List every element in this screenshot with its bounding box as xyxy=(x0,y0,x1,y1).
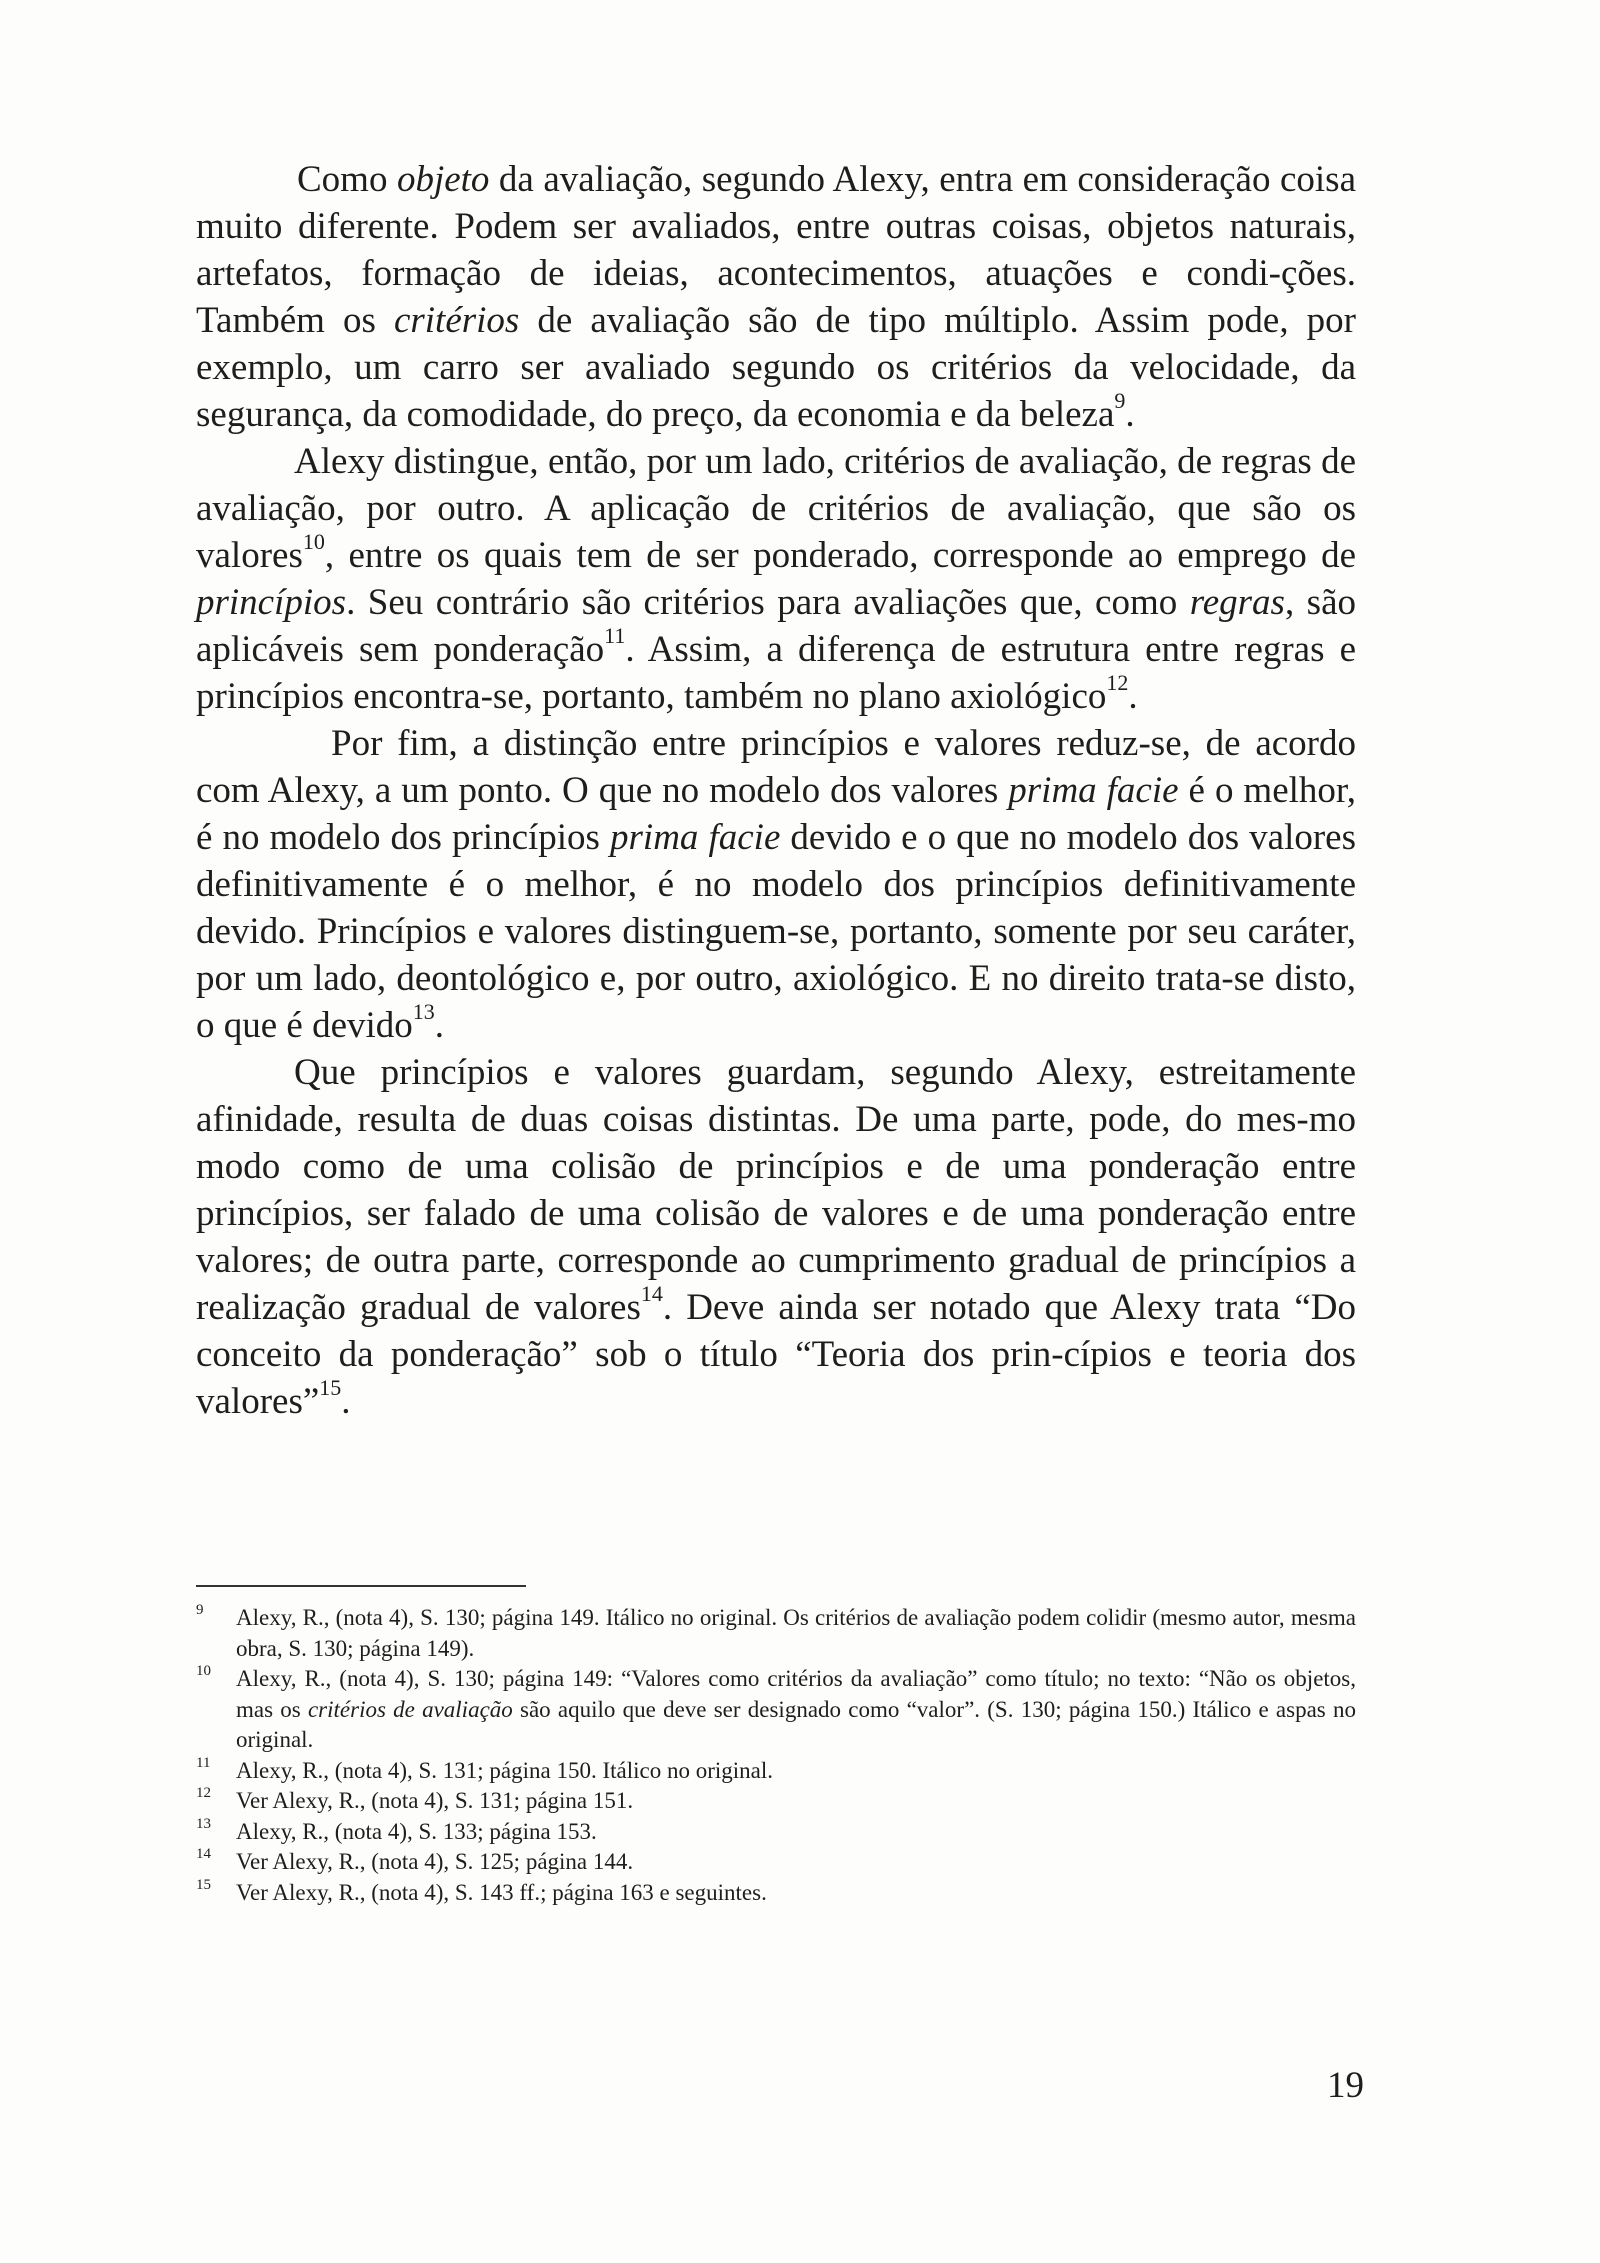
text-run: Alexy, R., (nota 4), S. 130; página 149: “Valores como critérios da avaliação” como título; no texto: “Não os objetos, mas os xyxy=(236,1666,1356,1722)
page-number: 19 xyxy=(1327,2065,1364,2106)
text-run: são aquilo que deve ser designado como “valor”. (S. 130; página 150.) Itálico e aspas no original. xyxy=(236,1696,1356,1752)
footnote xyxy=(196,1817,1356,1848)
text-run: de avaliação são de tipo múltiplo. Assim pode, por exemplo, um carro ser avaliado segundo os critérios da velocidade, da segurança, da comodidade, do preço, da economia e da beleza xyxy=(196,300,1356,435)
footnote-reference: 13 xyxy=(412,998,435,1024)
text-run: Que princípios e valores guardam, segundo Alexy, estreitamente afinidade, resulta de duas coisas distintas. De uma parte, pode, do mes-mo modo como de uma colisão de princípios e de uma ponderação entre princípios, ser falado de uma colisão de valores e de uma ponderação entre valores; de outra parte, corresponde ao cumprimento gradual de princípios a realização gradual de valores xyxy=(196,1052,1356,1328)
text-run: Ver Alexy, R., (nota 4), S. 125; página 144. xyxy=(236,1849,634,1874)
text-run: Por fim, a distinção entre princípios e valores reduz-se, de acordo com Alexy, a um ponto. O que no modelo dos valores xyxy=(196,723,1356,811)
footnote-text xyxy=(236,1605,1356,1661)
footnote-separator xyxy=(196,1585,526,1587)
text-run: é o melhor, é no modelo dos princípios xyxy=(196,770,1356,858)
text-run: . xyxy=(1125,394,1135,435)
footnote-reference: 10 xyxy=(302,528,325,554)
footnote-reference: 14 xyxy=(640,1280,663,1306)
footnote-reference: 11 xyxy=(604,622,626,648)
text-run: . Seu contrário são critérios para avaliações que, como xyxy=(346,582,1190,623)
text-run: , entre os quais tem de ser ponderado, corresponde ao emprego de xyxy=(324,535,1356,576)
text-run: Alexy distingue, então, por um lado, critérios de avaliação, de regras de avaliação, por outro. A aplicação de critérios de avaliação, que são os valores xyxy=(196,441,1356,576)
italic-term: prima facie xyxy=(610,817,781,858)
footnote-text xyxy=(236,1666,1356,1752)
text-run: Alexy, R., (nota 4), S. 131; página 150. Itálico no original. xyxy=(236,1757,773,1783)
text-run: Alexy, R., (nota 4), S. 130; página 149. Itálico no original. Os critérios de avaliação podem colidir (mesmo autor, mesma obra, S. 130; página 149). xyxy=(236,1605,1356,1661)
text-run: , são aplicáveis sem ponderação xyxy=(196,582,1356,670)
text-run: Ver Alexy, R., (nota 4), S. 143 ff.; página 163 e seguintes. xyxy=(236,1879,767,1905)
footnote-text xyxy=(236,1819,597,1844)
footnote-number: 11 xyxy=(196,1754,211,1771)
text-run: . Deve ainda ser notado que Alexy trata “Do conceito da ponderação” sob o título “Teoria dos prin-cípios e teoria dos valores” xyxy=(196,1287,1356,1422)
footnote-number: 15 xyxy=(196,1876,211,1893)
footnote-reference: 15 xyxy=(319,1374,342,1400)
footnote xyxy=(196,1664,1356,1756)
footnote-text xyxy=(236,1788,633,1813)
footnotes xyxy=(196,1603,1356,1908)
text-run: devido e o que no modelo dos valores definitivamente é o melhor, é no modelo dos princípios definitivamente devido. Princípios e valores distinguem-se, portanto, somente por seu caráter, por um lado, deontológico e, por outro, axiológico. E no direito trata-se disto, o que é devido xyxy=(196,817,1356,1046)
footnote xyxy=(196,1847,1356,1878)
footnote-number: 13 xyxy=(196,1815,211,1832)
footnote-number: 14 xyxy=(196,1846,211,1862)
footnote-text xyxy=(236,1880,767,1905)
text-run: . xyxy=(1128,676,1138,717)
footnote-text xyxy=(236,1849,633,1874)
text-run: Ver Alexy, R., (nota 4), S. 131; página 151. xyxy=(236,1788,634,1813)
paragraph xyxy=(196,720,1356,1049)
footnote xyxy=(196,1786,1356,1817)
text-run: . Assim, a diferença de estrutura entre regras e princípios encontra-se, portanto, também no plano axiológico xyxy=(196,629,1356,717)
text-run: . xyxy=(434,1005,445,1046)
paragraph xyxy=(196,438,1356,720)
italic-term: prima facie xyxy=(1008,770,1179,811)
text-run: Alexy, R., (nota 4), S. 133; página 153. xyxy=(236,1818,597,1844)
footnote xyxy=(196,1878,1356,1909)
paragraph xyxy=(196,1049,1356,1425)
italic-term: critérios xyxy=(393,300,520,341)
text-run: Como xyxy=(297,159,397,200)
footnote-number: 9 xyxy=(196,1602,204,1618)
footnote-number: 12 xyxy=(196,1785,211,1801)
footnote-reference: 9 xyxy=(1114,387,1126,413)
text-run: da avaliação, segundo Alexy, entra em consideração coisa muito diferente. Podem ser avaliados, entre outras coisas, objetos naturais, artefatos, formação de ideias, acontecimentos, atuações e condi-ções. Também os xyxy=(196,159,1356,341)
footnote-number: 10 xyxy=(196,1663,211,1679)
text-run: . xyxy=(341,1381,351,1422)
italic-term: princípios xyxy=(196,582,347,623)
footnote xyxy=(196,1603,1356,1664)
italic-term: objeto xyxy=(396,159,490,200)
footnote-reference: 12 xyxy=(1106,669,1129,695)
body-text xyxy=(196,156,1356,1425)
italic-term: critérios de avaliação xyxy=(307,1696,513,1722)
footnote xyxy=(196,1756,1356,1787)
footnote-text xyxy=(236,1758,773,1783)
paragraph xyxy=(196,156,1356,438)
italic-term: regras xyxy=(1189,582,1285,623)
